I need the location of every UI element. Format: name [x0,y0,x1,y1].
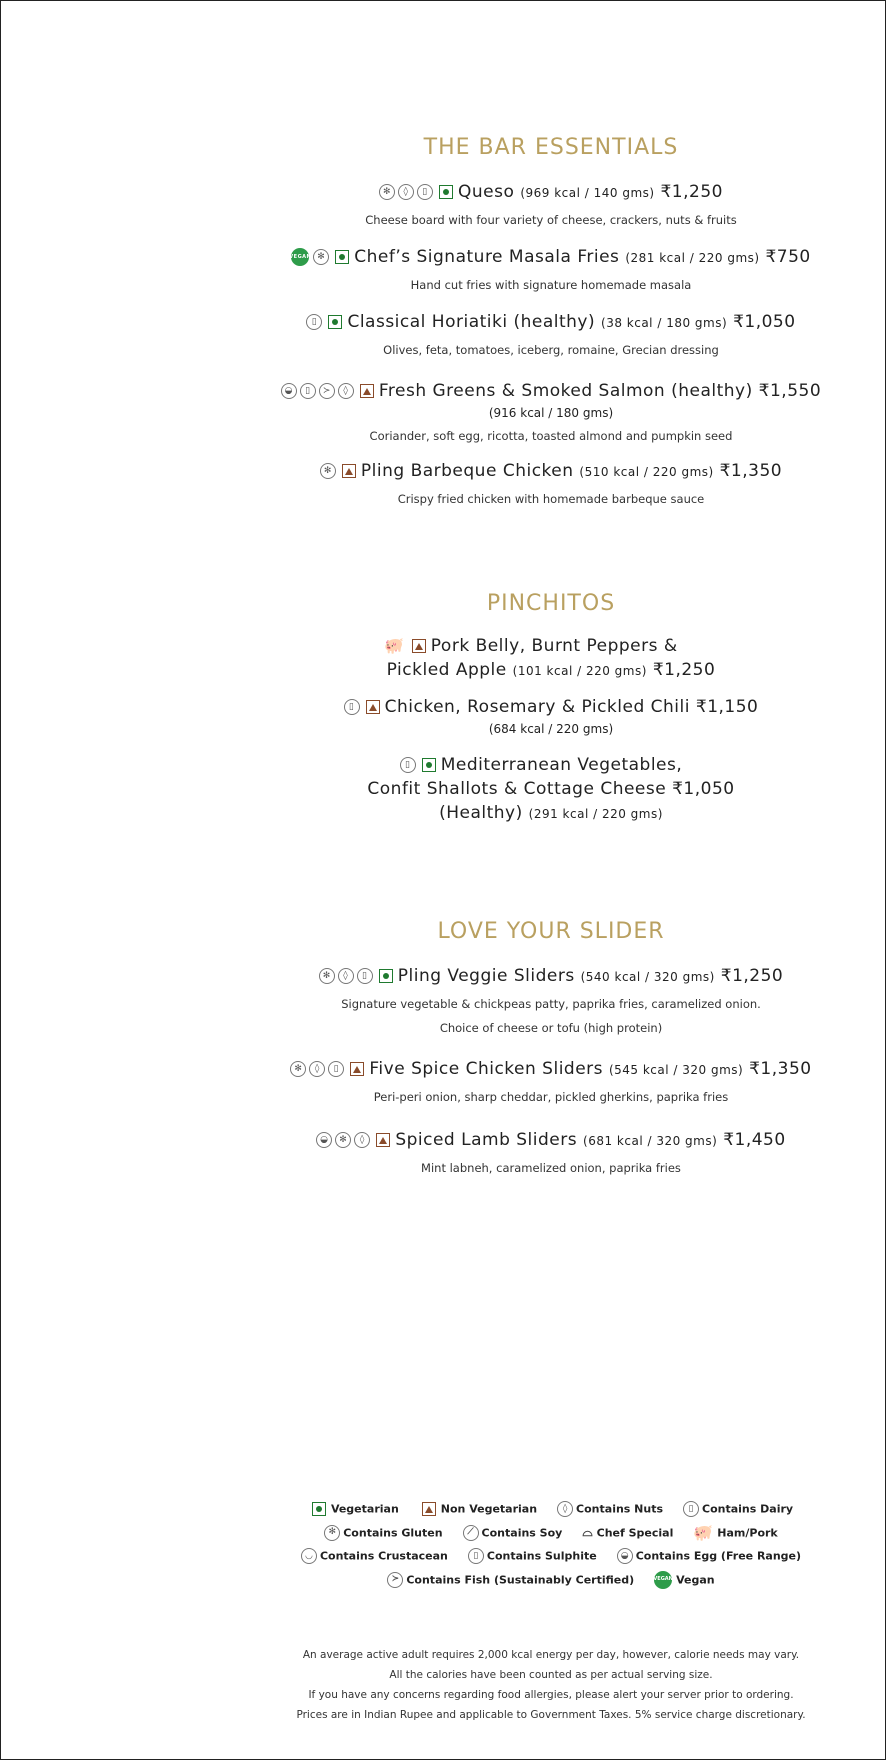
item-price: ₹1,450 [723,1130,786,1150]
vegetarian-icon [312,1502,326,1516]
item-kcal: (291 kcal / 220 gms) [528,807,663,821]
crustacean-icon: ◡ [301,1548,317,1564]
legend-soy: Contains Soy [481,1526,563,1539]
dairy-icon: ▯ [300,383,316,399]
footer-line: If you have any concerns regarding food allergies, please alert your server prior to ordering. [308,1689,794,1701]
item-description: Olives, feta, tomatoes, iceberg, romaine, Grecian dressing [383,343,719,357]
gluten-icon: ✻ [379,184,395,200]
gluten-icon: ✻ [320,463,336,479]
legend-vegetarian: Vegetarian [330,1502,399,1516]
menu-item-horiatiki [201,310,886,359]
item-price: ₹750 [765,247,811,267]
item-name: Queso [458,182,515,202]
vegetarian-icon [379,969,393,983]
item-name-continued: Pickled Apple [386,660,507,680]
legend-non-vegetarian: Non Vegetarian [440,1502,538,1516]
legend-pork: Ham/Pork [717,1526,778,1539]
nuts-icon: ◊ [557,1501,573,1517]
menu-item-chicken-rosemary [201,695,886,739]
section-title: THE BAR ESSENTIALS [423,135,679,160]
non-vegetarian-icon [422,1502,436,1516]
menu-item-five-spice-chicken [201,1057,886,1106]
dairy-icon: ▯ [683,1501,699,1517]
item-name: Spiced Lamb Sliders [395,1130,578,1150]
footer-line: An average active adult requires 2,000 kcal energy per day, however, calorie needs may vary. [302,1649,800,1661]
item-description: Coriander, soft egg, ricotta, toasted almond and pumpkin seed [369,429,733,443]
non-vegetarian-icon [412,639,426,653]
item-price: ₹1,350 [749,1059,812,1079]
item-kcal: (101 kcal / 220 gms) [512,664,647,678]
footer-line: Prices are in Indian Rupee and applicable to Government Taxes. 5% service charge discretionary. [296,1709,806,1721]
menu-item-veggie-sliders [201,964,886,1037]
fish-icon: ≻ [319,383,335,399]
item-name: Fresh Greens & Smoked Salmon (healthy) [378,381,753,401]
nuts-icon: ◊ [398,184,414,200]
item-name: Chicken, Rosemary & Pickled Chili [384,697,690,717]
menu-item-queso [201,180,886,229]
fish-icon: ≻ [387,1572,403,1588]
footer-notes [271,1645,831,1725]
nuts-icon: ◊ [309,1061,325,1077]
item-description: Peri-peri onion, sharp cheddar, pickled gherkins, paprika fries [373,1090,729,1104]
item-kcal: (510 kcal / 220 gms) [579,465,714,479]
item-price: ₹1,050 [733,312,796,332]
egg-icon: ◒ [281,383,297,399]
item-price: ₹1,250 [720,966,784,986]
legend-nuts: Contains Nuts [576,1502,664,1516]
non-vegetarian-icon [366,700,380,714]
vegetarian-icon [328,315,342,329]
chef-hat-icon: ⌓ [582,1525,593,1540]
item-description: Hand cut fries with signature homemade masala [410,278,692,292]
menu-item-barbeque-chicken [201,459,886,508]
section-title: PINCHITOS [486,591,616,616]
item-price: ₹1,150 [695,697,759,717]
non-vegetarian-icon [360,384,374,398]
item-name: Mediterranean Vegetables, [440,755,683,775]
vegan-icon: VEGAN [654,1571,672,1589]
item-description-2: Choice of cheese or tofu (high protein) [439,1021,663,1035]
gluten-icon: ✻ [335,1132,351,1148]
nuts-icon: ◊ [338,968,354,984]
dietary-legend [271,1497,831,1591]
soy-icon: ⟋ [463,1525,479,1541]
egg-icon: ◒ [316,1132,332,1148]
legend-gluten: Contains Gluten [343,1526,443,1539]
gluten-icon: ✻ [324,1525,340,1541]
item-price: ₹1,250 [652,660,716,680]
menu-item-mediterranean-vegetables [201,753,886,826]
item-name: Five Spice Chicken Sliders [369,1059,604,1079]
item-description: Signature vegetable & chickpeas patty, paprika fries, caramelized onion. [341,997,761,1011]
menu-item-pork-belly [201,634,886,683]
item-kcal: (681 kcal / 320 gms) [583,1134,718,1148]
menu-item-masala-fries [201,245,886,294]
vegan-icon: VEGAN [291,248,309,266]
section-title: LOVE YOUR SLIDER [437,919,665,944]
item-description: Mint labneh, caramelized onion, paprika fries [421,1161,681,1175]
item-price: ₹1,050 [672,779,735,799]
item-name: Pling Barbeque Chicken [360,461,574,481]
non-vegetarian-icon [376,1133,390,1147]
non-vegetarian-icon [342,464,356,478]
egg-icon: ◒ [617,1548,633,1564]
item-description: Crispy fried chicken with homemade barbeque sauce [397,492,705,506]
dairy-icon: ▯ [400,757,416,773]
legend-dairy: Contains Dairy [702,1502,794,1516]
section-bar-essentials [201,135,886,508]
dairy-icon: ▯ [357,968,373,984]
item-kcal: (684 kcal / 220 gms) [488,722,614,736]
legend-vegan: Vegan [676,1573,715,1586]
gluten-icon: ✻ [319,968,335,984]
menu-item-smoked-salmon [201,379,886,445]
legend-fish: Contains Fish (Sustainably Certified) [406,1573,635,1586]
item-name: Pling Veggie Sliders [397,966,575,986]
menu-item-lamb-sliders [201,1128,886,1177]
item-name: Pork Belly, Burnt Peppers & [430,636,678,656]
dairy-icon: ▯ [306,314,322,330]
sulphite-icon: ▯ [468,1548,484,1564]
item-price: ₹1,550 [758,381,822,401]
legend-egg: Contains Egg (Free Range) [635,1549,802,1563]
vegetarian-icon [335,250,349,264]
pig-icon: 🐖 [693,1523,714,1542]
item-kcal: (969 kcal / 140 gms) [520,186,655,200]
item-kcal: (38 kcal / 180 gms) [601,316,728,330]
vegetarian-icon [439,185,453,199]
item-name: Chef’s Signature Masala Fries [354,247,620,267]
item-kcal: (281 kcal / 220 gms) [625,251,760,265]
item-kcal: (545 kcal / 320 gms) [608,1063,744,1077]
gluten-icon: ✻ [313,249,329,265]
item-price: ₹1,350 [719,461,783,481]
non-vegetarian-icon [350,1062,364,1076]
legend-crustacean: Contains Crustacean [319,1549,448,1563]
dairy-icon: ▯ [417,184,433,200]
footer-line: All the calories have been counted as per actual serving size. [389,1669,713,1681]
item-price: ₹1,250 [660,182,723,202]
section-love-your-slider [201,919,886,1177]
item-name-continued: Confit Shallots & Cottage Cheese [367,779,667,799]
item-kcal: (916 kcal / 180 gms) [488,406,614,420]
gluten-icon: ✻ [290,1061,306,1077]
item-name-continued: (Healthy) [439,803,523,823]
vegetarian-icon [422,758,436,772]
nuts-icon: ◊ [354,1132,370,1148]
dairy-icon: ▯ [344,699,360,715]
item-description: Cheese board with four variety of cheese, crackers, nuts & fruits [365,213,737,227]
legend-chef-special: Chef Special [596,1526,674,1539]
legend-sulphite: Contains Sulphite [486,1549,597,1563]
item-kcal: (540 kcal / 320 gms) [580,970,715,984]
section-pinchitos [201,591,886,826]
dairy-icon: ▯ [328,1061,344,1077]
pig-icon: 🐖 [384,636,405,655]
nuts-icon: ◊ [338,383,354,399]
item-name: Classical Horiatiki (healthy) [347,312,596,332]
